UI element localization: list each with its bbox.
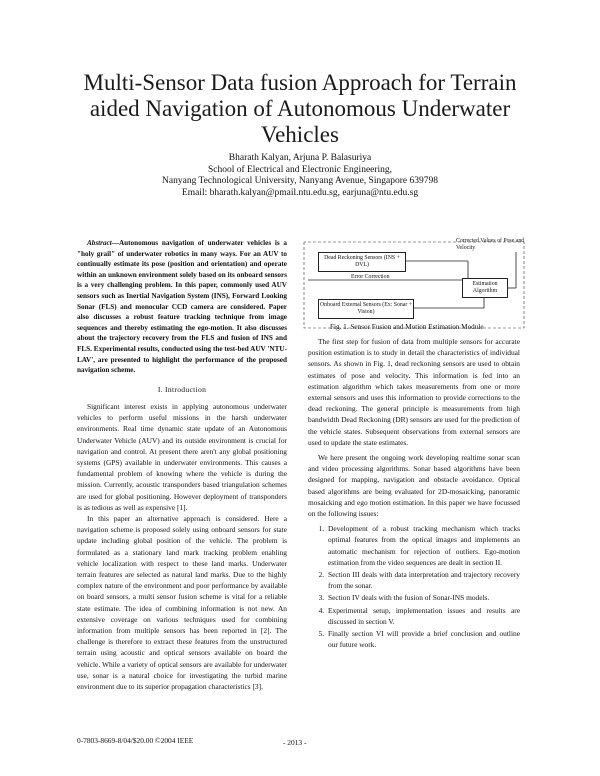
intro-paragraph-4: We here present the ongoing work developing realtime sonar scan and video processing algorithms. Sonar based algorithms have been designed for mapping, navigation and obstacle avoidance. Optical based algorithms are being evaluated for 2D-mosaicking, panoramic mosaicking and ego motion estimation. In this paper we have focussed on the following issues: [308,453,520,519]
corrected-values-label: Corrected Values of Pose and Velocity [456,238,525,251]
email: Email: bharath.kalyan@pmail.ntu.edu.sg, earjuna@ntu.edu.sg [181,187,419,198]
error-correction-label: Error Correction [351,274,390,280]
intro-paragraph-2: In this paper an alternative approach is considered. Here a navigation scheme is proposed solely using onboard sensors for state update including global position of the vehicle. The problem is formulated as a stationary land mark tracking problem enabling vehicle localization with respect to these land marks. Underwater terrain features are selected as natural land marks. Due to the highly complex nature of the environment and poor performance by available on board sensors, a multi sensor fusion scheme is vital for a reliable state estimate. The idea of combining information is not new. An extensive coverage on various techniques used for combining information from multiple sensors has been reported in [2]. The challenge is therefore to extract these features from the unstructured terrain using acoustic and optical sensors available on board the vehicle. While a variety of optical sensors are available for underwater use, sonar is a natural choice for investigating the turbid marine environment due to its superior propagation characteristics [3]. [77,513,287,691]
page-number: - 2013 - [283,738,307,747]
authors: Bharath Kalyan, Arjuna P. Balasuriya [228,153,372,163]
abstract-lead: Abstract [87,239,112,247]
footer-isbn: 0-7803-8669-8/04/$20.00 ©2004 IEEE [77,736,194,745]
list-item: 3. Section IV deals with the fusion of Sonar-INS models. [326,592,520,603]
abstract: Abstract—Autonomous navigation of underwater vehicles is a "holy grail" of underwater robotics in many ways. For an AUV to continually estimate its pose (position and orientation) and operate within an unknown environment solely based on its onboard sensors is a very challenging problem. In this paper, commonly used AUV sensors such as Inertial Navigation System (INS), Forward Looking Sonar (FLS) and monocular CCD camera are considered. Paper also discusses a robust feature tracking technique from image sequences and thereby estimating the ego-motion. It also discusses about the trajectory recovery from the FLS and fusion of INS and FLS. Experimental results, conducted using the test-bed AUV 'NTU-LAV', are presented to highlight the performance of the proposed navigation scheme. [77,239,287,375]
intro-paragraph-1: Significant interest exists in applying autonomous underwater vehicles to perform useful missions in the harsh underwater environments. Real time dynamic state update of an Autonomous Underwater Vehicle (AUV) and its outside environment is crucial for navigation and control. At present there aren't any global positioning systems (GPS) available in underwater environments. This causes a fundamental problem of knowing where the vehicle is during the mission. Currently, acoustic transponders based triangulation schemes are used for global positioning. However deployment of transponders is as tedious as well as expensive [1]. [77,401,287,512]
estimation-algorithm-box: Estimation Algorithm [462,278,508,298]
section-heading-introduction: I. Introduction [157,384,207,394]
university: Nanyang Technological University, Nanyang Avenue, Singapore 639798 [162,176,438,186]
issues-list [308,523,520,650]
author-block [150,153,450,199]
left-column [77,238,287,692]
abstract-text: Autonomous navigation of underwater vehicles is a "holy grail" of underwater robotics in many ways. For an AUV to continually estimate its pose (position and orientation) and operate within an unknown environment solely based on its onboard sensors is a very challenging problem. In this paper, commonly used AUV sensors such as Inertial Navigation System (INS), Forward Looking Sonar (FLS) and monocular CCD camera are considered. Paper also discusses a robust feature tracking technique from image sequences and thereby estimating the ego-motion. It also discusses about the trajectory recovery from the FLS and fusion of INS and FLS. Experimental results, conducted using the test-bed AUV 'NTU-LAV', are presented to highlight the performance of the proposed navigation scheme. [77,239,287,375]
affiliation: School of Electrical and Electronic Engineering, [207,164,393,175]
figure-caption: Fig. 1. Sensor Fusion and Motion Estimation Module [330,323,484,331]
list-item: 5. Finally section VI will provide a brief conclusion and outline our future work. [326,628,520,650]
list-item: 2. Section III deals with data interpretation and trajectory recovery from the sonar. [326,569,520,591]
paper-title: Multi-Sensor Data fusion Approach for Terrain aided Navigation of Autonomous Underwater Vehicles [83,70,517,147]
dead-reckoning-box: Dead Reckoning Sensors (INS + DVL) [318,252,406,272]
figure-sensor-fusion [296,238,526,333]
intro-paragraph-3: The first step for fusion of data from multiple sensors for accurate position estimation is to study in detail the characteristics of individual sensors. As shown in Fig. 1, dead reckoning sensors are used to obtain estimates of pose and velocity. This information is fed into an estimation algorithm which takes measurements from one or more external sensors and uses this information to provide corrections to the dead reckoning. The general principle is measurements from high bandwidth Dead Reckoning (DR) sensors are used for the prediction of the vehicle states. Subsequent observations from external sensors are used to update the state estimates. [308,337,520,447]
list-item: 4. Experimental setup, implementation issues and results are discussed in section V. [326,605,520,627]
right-column [308,336,520,651]
list-item: 1. Development of a robust tracking mechanism which tracks optimal features from the optical images and implements an automatic mechanism for rejection of outliers. Ego-motion estimation from the video sequences are dealt in section II. [326,523,520,568]
external-sensors-box: Onboard External Sensors (Ex: Sonar + Vision) [318,299,414,319]
